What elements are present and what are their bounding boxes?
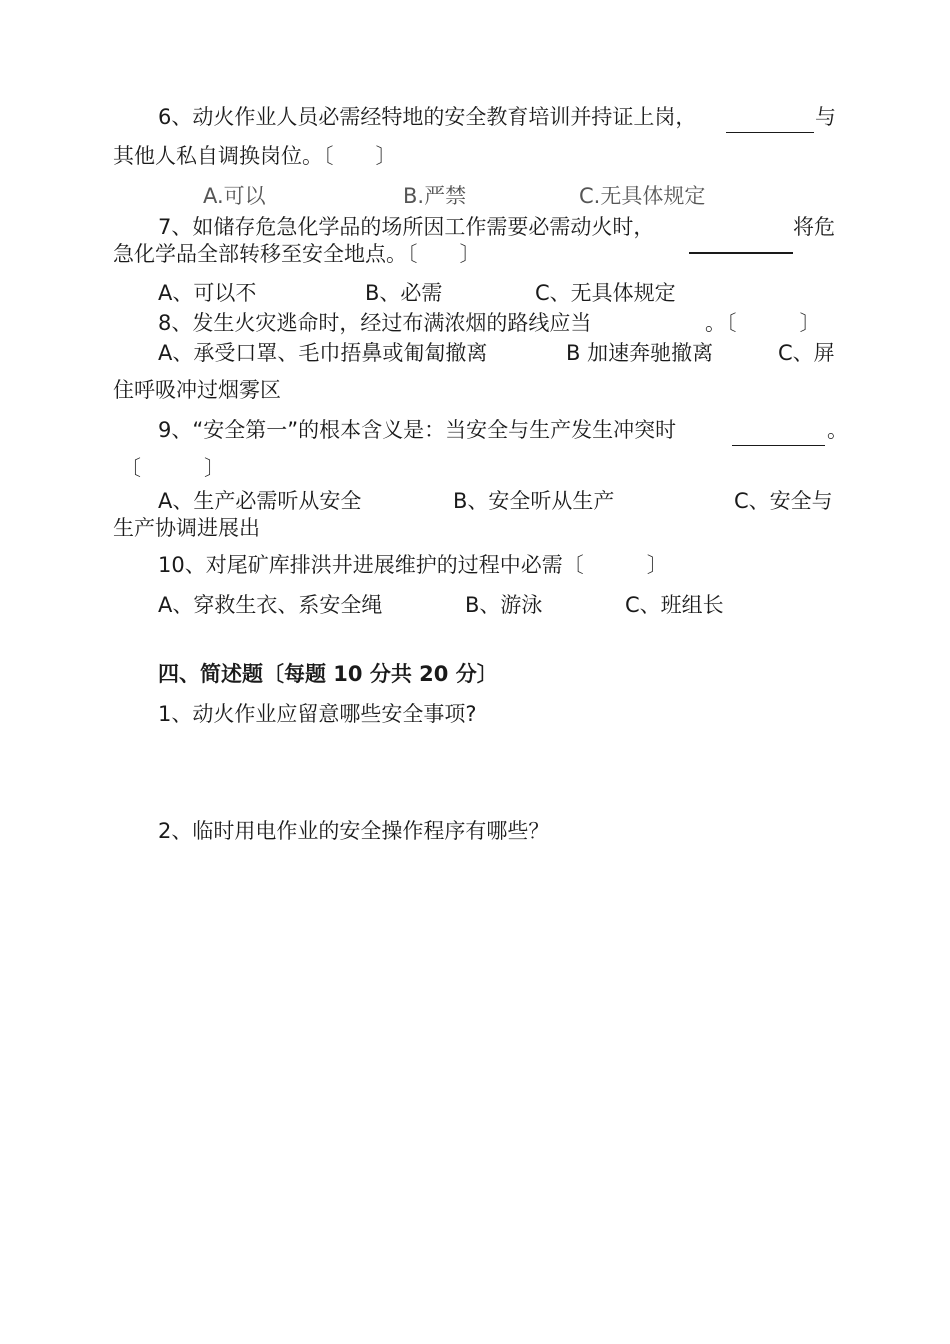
q9-blank	[732, 445, 825, 446]
q7-option-a: A、可以不	[158, 281, 257, 305]
section-heading: 四、简述题〔每题 10 分共 20 分〕	[158, 662, 498, 686]
q8-option-a: A、承受口罩、毛巾捂鼻或匍匐撤离	[158, 341, 488, 365]
q8-option-c-cont: 住呼吸冲过烟雾区	[113, 378, 281, 402]
q7-tail: 将危	[793, 215, 835, 239]
q9-bracket: 〔 〕	[120, 456, 225, 480]
q6-blank	[726, 132, 814, 133]
q6-text-cont: 其他人私自调换岗位。〔 〕	[113, 144, 397, 168]
q9-option-c: C、安全与	[734, 489, 833, 513]
q7-text: 7、如储存危急化学品的场所因工作需要必需动火时，	[158, 215, 655, 239]
q6-option-c: C.无具体规定	[579, 184, 706, 208]
q10-option-a: A、穿救生衣、系安全绳	[158, 593, 383, 617]
q8-tail: 。〔 〕	[705, 311, 821, 335]
q10-text: 10、对尾矿库排洪井进展维护的过程中必需〔 〕	[158, 553, 668, 577]
q6-option-a: A.可以	[203, 184, 266, 208]
q6-tail: 与	[815, 105, 836, 129]
q9-option-c-cont: 生产协调进展出	[113, 516, 260, 540]
short-answer-2: 2、临时用电作业的安全操作程序有哪些？	[158, 819, 550, 843]
q9-option-a: A、生产必需听从安全	[158, 489, 362, 513]
q7-blank	[689, 252, 793, 254]
q9-tail: 。	[827, 418, 848, 442]
q10-option-b: B、游泳	[465, 593, 543, 617]
q6-option-b: B.严禁	[403, 184, 467, 208]
q10-option-c: C、班组长	[625, 593, 724, 617]
short-answer-1: 1、动火作业应留意哪些安全事项?	[158, 702, 477, 726]
q7-text-cont: 急化学品全部转移至安全地点。〔 〕	[113, 242, 481, 266]
q8-option-c: C、屏	[778, 341, 835, 365]
q8-text: 8、发生火灾逃命时，经过布满浓烟的路线应当	[158, 311, 592, 335]
q8-option-b: B 加速奔驰撤离	[566, 341, 714, 365]
q9-text: 9、“安全第一”的根本含义是：当安全与生产发生冲突时	[158, 418, 677, 442]
q9-option-b: B、安全听从生产	[453, 489, 615, 513]
q7-option-b: B、必需	[365, 281, 443, 305]
q6-text: 6、动火作业人员必需经特地的安全教育培训并持证上岗，	[158, 105, 697, 129]
q7-option-c: C、无具体规定	[535, 281, 676, 305]
